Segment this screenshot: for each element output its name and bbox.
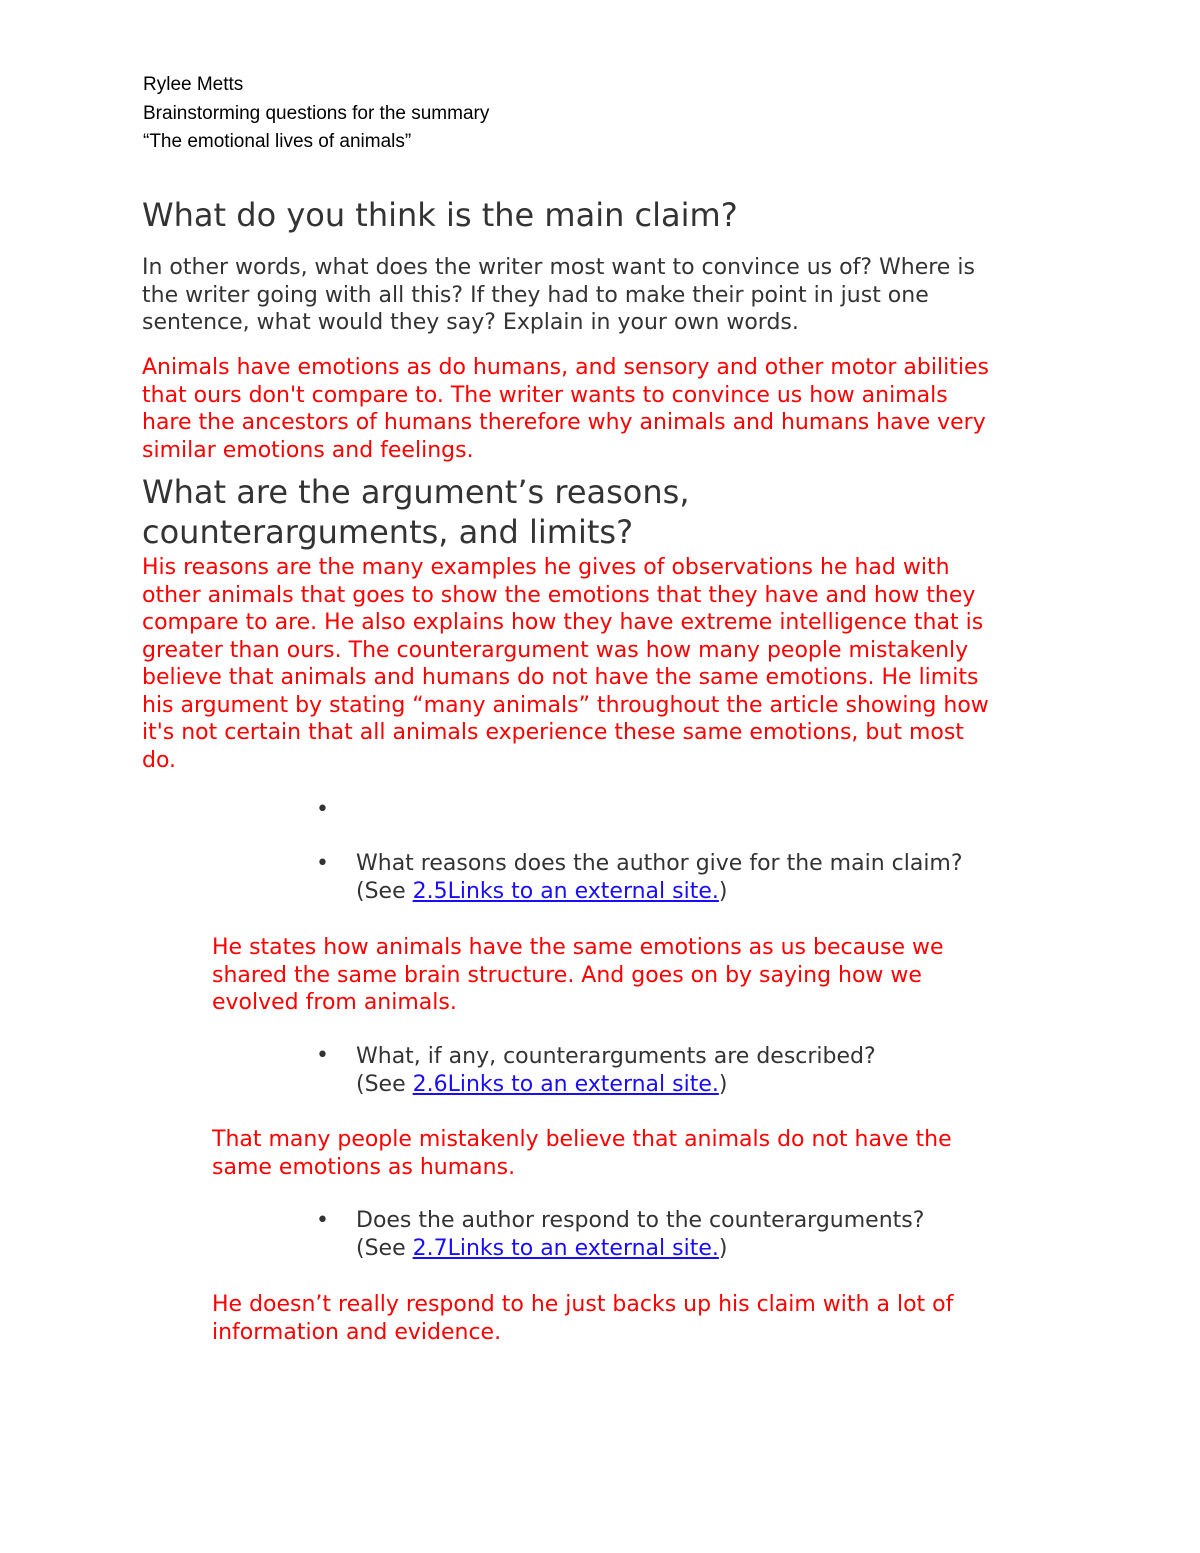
main-claim-prompt [142,254,1072,337]
answer-line: information and evidence. [212,1319,502,1345]
bullet-marker: • [316,1043,329,1068]
heading-line: What are the argument’s reasons, [142,473,690,511]
answer-line: shared the same brain structure. And goes on by saying how we [212,962,922,988]
bullet-marker: • [316,851,329,876]
answer-line: hare the ancestors of humans therefore why animals and humans have very [142,410,986,435]
see-suffix: ) [718,879,728,904]
see-prefix: (See [356,1072,413,1097]
article-title: “The emotional lives of animals” [143,131,412,152]
heading-line: counterarguments, and limits? [142,513,634,551]
answer-line: similar emotions and feelings. [142,437,474,463]
prompt-line: the writer going with all this? If they had to make their point in just one [142,282,929,308]
see-prefix: (See [356,1236,413,1261]
external-link-2-5[interactable]: 2.5Links to an external site. [412,879,719,904]
response-question [356,1207,1076,1263]
question-text: What reasons does the author give for the main claim? [356,851,963,876]
see-reference [356,878,1076,906]
see-reference [356,1071,1076,1099]
argument-answer [142,554,1072,774]
see-reference [356,1235,1076,1263]
external-link-2-7[interactable]: 2.7Links to an external site. [412,1236,719,1261]
main-claim-answer [142,354,1072,464]
answer-line: Animals have emotions as do humans, and sensory and other motor abilities [142,355,989,380]
answer-line: greater than ours. The counterargument was how many people mistakenly [142,637,969,663]
see-prefix: (See [356,879,413,904]
answer-line: He states how animals have the same emotions as us because we [212,935,944,960]
answer-line: He doesn’t really respond to he just backs up his claim with a lot of [212,1292,954,1317]
external-link-2-6[interactable]: 2.6Links to an external site. [412,1072,719,1097]
answer-line: do. [142,747,177,773]
answer-line: evolved from animals. [212,990,457,1015]
argument-heading [142,472,689,552]
question-text: Does the author respond to the counterarguments? [356,1208,925,1233]
answer-line: it's not certain that all animals experience these same emotions, but most [142,720,964,745]
question-text: What, if any, counterarguments are described? [356,1044,876,1069]
answer-line: That many people mistakenly believe that animals do not have the [212,1127,952,1152]
prompt-line: In other words, what does the writer most want to convince us of? Where is [142,255,975,280]
answer-line: same emotions as humans. [212,1154,516,1180]
empty-bullet: • [316,797,329,822]
response-answer [212,1291,1072,1346]
answer-line: compare to are. He also explains how they have extreme intelligence that is [142,610,984,635]
counterarguments-question [356,1043,1076,1099]
see-suffix: ) [718,1072,728,1097]
answer-line: His reasons are the many examples he gives of observations he had with [142,555,950,580]
author-name: Rylee Metts [143,74,244,95]
bullet-marker: • [316,1208,329,1233]
answer-line: his argument by stating “many animals” throughout the article showing how [142,692,989,718]
answer-line: that ours don't compare to. The writer wants to convince us how animals [142,382,948,408]
counterarguments-answer [212,1126,1072,1181]
prompt-line: sentence, what would they say? Explain in your own words. [142,310,799,335]
see-suffix: ) [718,1236,728,1261]
main-claim-heading: What do you think is the main claim? [142,196,738,234]
answer-line: other animals that goes to show the emotions that they have and how they [142,582,976,608]
reasons-question [356,850,1076,906]
reasons-answer [212,934,1072,1017]
document-subtitle: Brainstorming questions for the summary [143,103,490,124]
answer-line: believe that animals and humans do not have the same emotions. He limits [142,665,979,690]
